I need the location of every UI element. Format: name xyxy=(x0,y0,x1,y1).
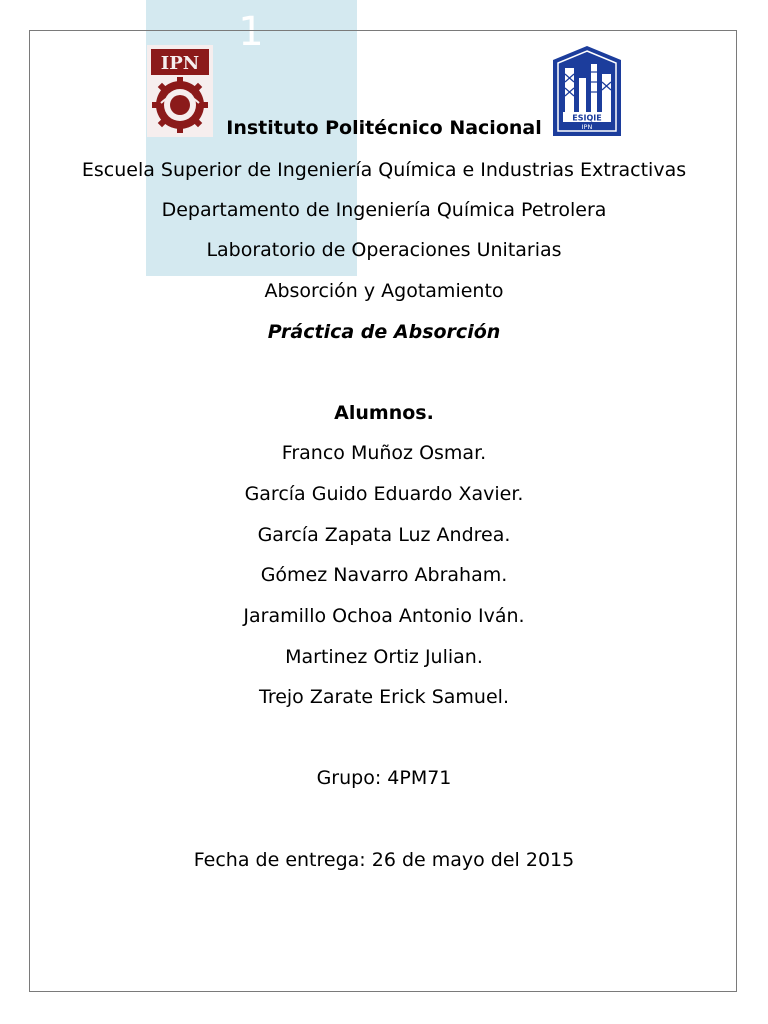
subject-name: Absorción y Agotamiento xyxy=(264,280,504,302)
department-name: Departamento de Ingeniería Química Petrolera xyxy=(161,199,607,221)
esiqie-logo-text: ESIQIE xyxy=(572,113,602,123)
student-name: Martinez Ortiz Julian. xyxy=(285,646,483,668)
student-name: Jaramillo Ochoa Antonio Iván. xyxy=(243,605,525,627)
laboratory-name: Laboratorio de Operaciones Unitarias xyxy=(206,239,562,261)
student-name: Franco Muñoz Osmar. xyxy=(281,442,487,464)
delivery-date: Fecha de entrega: 26 de mayo del 2015 xyxy=(193,849,575,871)
student-name: Trejo Zarate Erick Samuel. xyxy=(259,686,509,708)
practice-title: Práctica de Absorción xyxy=(267,321,501,343)
institution-name: Instituto Politécnico Nacional xyxy=(226,117,542,139)
group-label: Grupo: 4PM71 xyxy=(316,767,452,789)
ipn-logo-text: IPN xyxy=(160,53,200,74)
student-name: García Zapata Luz Andrea. xyxy=(257,524,511,546)
esiqie-logo-subtext: IPN xyxy=(581,123,593,131)
student-name: García Guido Eduardo Xavier. xyxy=(244,483,524,505)
page-number: 1 xyxy=(238,9,264,55)
students-heading: Alumnos. xyxy=(334,402,434,424)
student-name: Gómez Navarro Abraham. xyxy=(260,564,508,586)
school-name: Escuela Superior de Ingeniería Química e Industrias Extractivas xyxy=(81,159,687,181)
